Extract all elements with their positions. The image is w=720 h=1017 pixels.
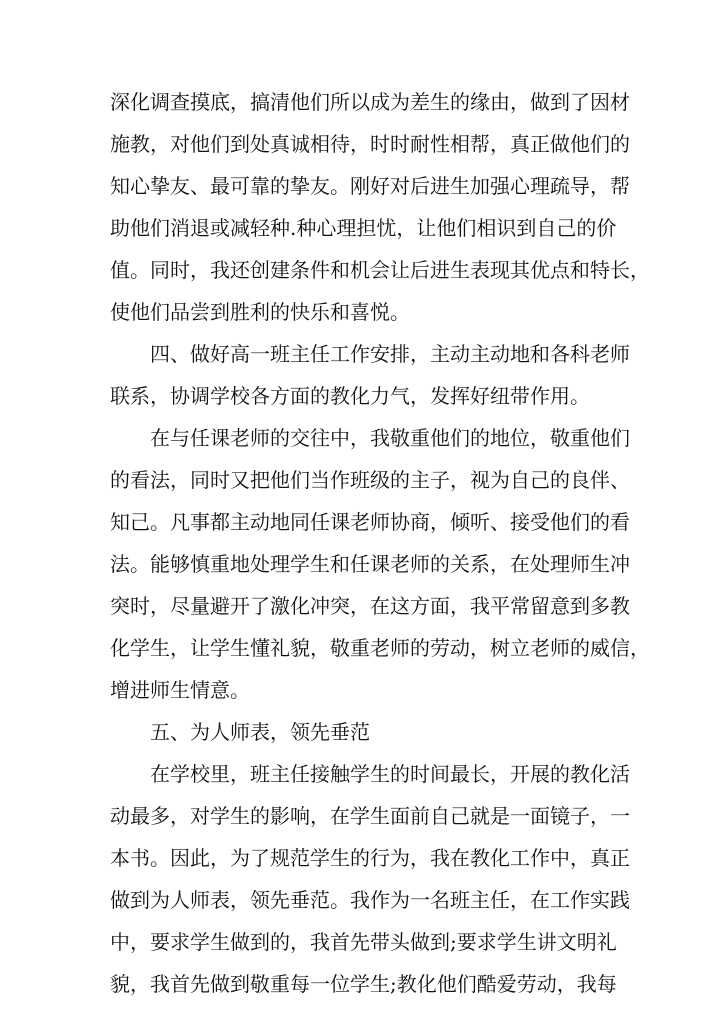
line-text: 助他们消退或减轻种.种心理担忧，让他们相识到自己的价 [110, 216, 617, 240]
line-text: 突时，尽量避开了激化冲突，在这方面，我平常留意到多教 [110, 594, 630, 618]
text-line [0, 796, 720, 836]
section-heading: 五、为人师表，领先垂范 [150, 720, 370, 744]
paragraph-start: 在学校里，班主任接触学生的时间最长，开展的教化活 [150, 762, 630, 786]
line-text: 法。能够慎重地处理学生和任课老师的关系，在处理师生冲 [110, 552, 630, 576]
line-text: 本书。因此，为了规范学生的行为，我在教化工作中，真正 [110, 846, 630, 870]
text-line [0, 670, 720, 710]
text-line [0, 922, 720, 962]
line-text: 貌，我首先做到敬重每一位学生;教化他们酷爱劳动，我每 [110, 972, 617, 996]
paragraph-start: 在与任课老师的交往中，我敬重他们的地位，敬重他们 [150, 426, 630, 450]
text-line [0, 208, 720, 248]
text-line [0, 502, 720, 542]
line-text: 动最多，对学生的影响，在学生面前自己就是一面镜子，一 [110, 804, 630, 828]
line-text: 值。同时，我还创建条件和机会让后进生表现其优点和特长， [110, 258, 650, 282]
text-line [0, 838, 720, 878]
line-text: 知心挚友、最可靠的挚友。刚好对后进生加强心理疏导，帮 [110, 174, 630, 198]
line-text: 的看法，同时又把他们当作班级的主子，视为自己的良伴、 [110, 468, 630, 492]
line-text: 做到为人师表，领先垂范。我作为一名班主任，在工作实践 [110, 888, 630, 912]
line-text: 深化调查摸底，搞清他们所以成为差生的缘由，做到了因材 [110, 90, 630, 114]
text-line [0, 712, 720, 752]
text-line [0, 964, 720, 1004]
text-line [0, 418, 720, 458]
text-line [0, 82, 720, 122]
line-text: 施教，对他们到处真诚相待，时时耐性相帮，真正做他们的 [110, 132, 630, 156]
text-line [0, 376, 720, 416]
line-text: 联系，协调学校各方面的教化力气，发挥好纽带作用。 [110, 384, 590, 408]
text-line [0, 166, 720, 206]
text-line [0, 586, 720, 626]
text-line [0, 334, 720, 374]
line-text: 知己。凡事都主动地同任课老师协商，倾听、接受他们的看 [110, 510, 630, 534]
text-line [0, 754, 720, 794]
line-text: 中，要求学生做到的，我首先带头做到;要求学生讲文明礼 [110, 930, 617, 954]
text-line [0, 250, 720, 290]
text-line [0, 292, 720, 332]
line-text: 化学生，让学生懂礼貌，敬重老师的劳动，树立老师的威信， [110, 636, 650, 660]
text-line [0, 460, 720, 500]
text-line [0, 628, 720, 668]
section-heading: 四、做好高一班主任工作安排，主动主动地和各科老师 [150, 342, 630, 366]
text-line [0, 124, 720, 164]
line-text: 使他们品尝到胜利的快乐和喜悦。 [110, 300, 410, 324]
text-line [0, 880, 720, 920]
text-line [0, 544, 720, 584]
line-text: 增进师生情意。 [110, 678, 250, 702]
